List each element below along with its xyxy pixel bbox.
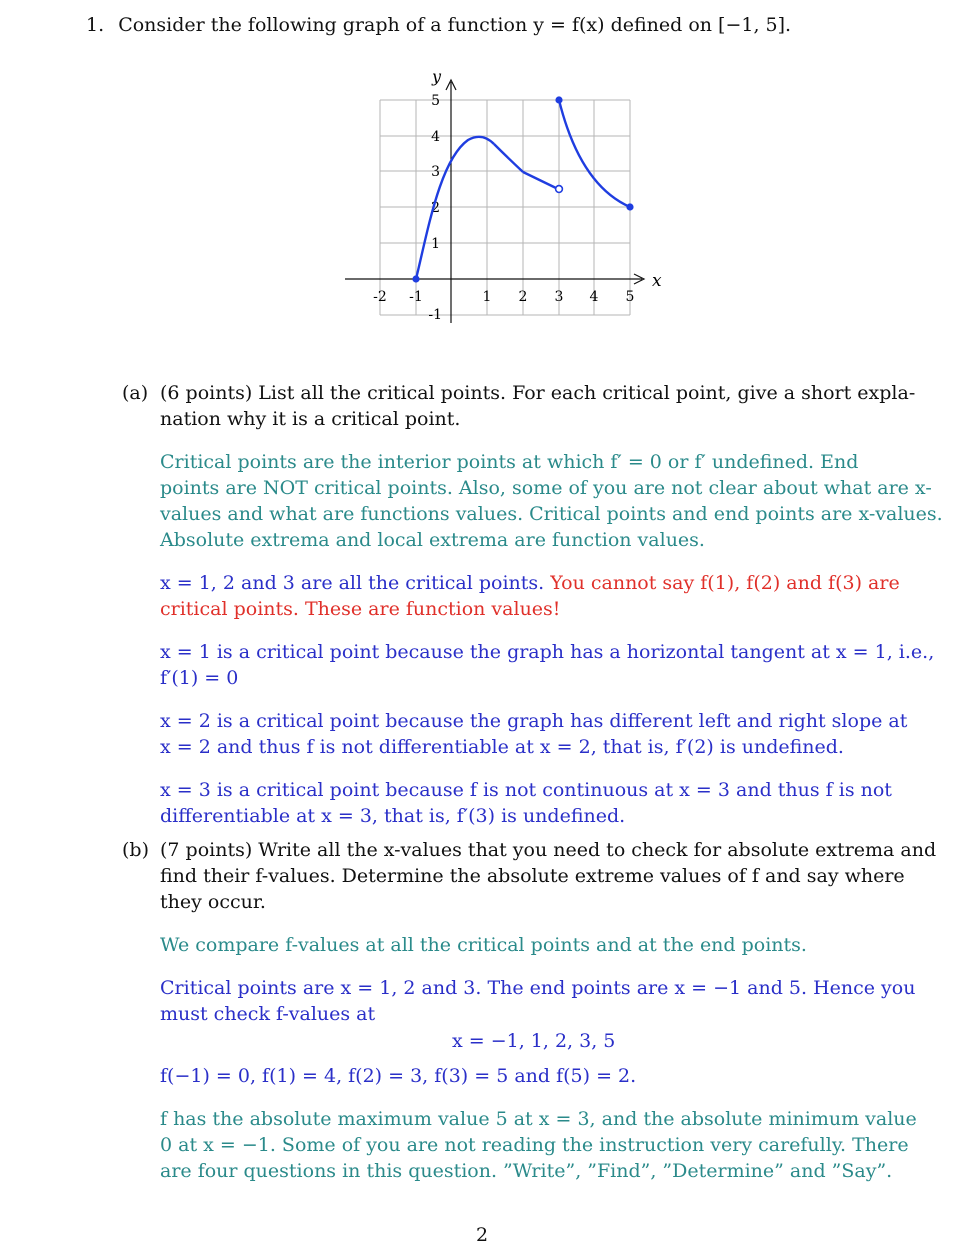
curve-piece-falling bbox=[494, 144, 523, 172]
part-b-points-line: must check f-values at bbox=[160, 1003, 376, 1025]
x-tick-label: -1 bbox=[409, 289, 423, 305]
x-tick-label: 4 bbox=[589, 289, 599, 305]
part-a-answer-definition-line: Absolute extrema and local extrema are function values. bbox=[160, 529, 705, 551]
warning-text-line: critical points. These are function values! bbox=[160, 598, 561, 620]
y-axis-label: y bbox=[432, 67, 442, 86]
part-a-label: (a) bbox=[122, 382, 149, 404]
part-a-prompt-line: (6 points) List all the critical points. For each critical point, give a short expla- bbox=[160, 382, 916, 404]
y-tick-label: -1 bbox=[428, 307, 442, 323]
x-axis-label: x bbox=[652, 271, 662, 291]
open-point-x3 bbox=[556, 186, 563, 193]
x-tick-label: 5 bbox=[625, 289, 635, 305]
part-b-prompt-line: they occur. bbox=[160, 891, 266, 913]
part-b-label: (b) bbox=[122, 839, 149, 861]
f-values-line: f(−1) = 0, f(1) = 4, f(2) = 3, f(3) = 5 and f(5) = 2. bbox=[160, 1065, 637, 1087]
conclusion-line: 0 at x = −1. Some of you are not reading the instruction very carefully. There bbox=[160, 1134, 909, 1156]
part-b-answer-intro: We compare f-values at all the critical points and at the end points. bbox=[160, 934, 807, 956]
x-tick-label: 1 bbox=[482, 289, 492, 305]
y-tick-label: 3 bbox=[431, 164, 440, 180]
closed-point-start bbox=[412, 275, 419, 282]
part-a-answer-definition-line: Critical points are the interior points at which f′ = 0 or f′ undefined. End bbox=[160, 451, 859, 473]
y-tick-label: 4 bbox=[431, 129, 440, 145]
question-number: 1. bbox=[86, 14, 105, 36]
function-graph bbox=[330, 60, 680, 345]
page-number: 2 bbox=[476, 1224, 489, 1246]
curve-piece-rising bbox=[416, 137, 494, 279]
y-tick-label: 2 bbox=[431, 200, 440, 216]
part-a-answer-definition-line: values and what are functions values. Critical points and end points are x-values. bbox=[160, 503, 943, 525]
part-b-points-line: Critical points are x = 1, 2 and 3. The end points are x = −1 and 5. Hence you bbox=[160, 977, 916, 999]
x-values-list: x = −1, 1, 2, 3, 5 bbox=[452, 1030, 616, 1052]
explanation-x3-line: x = 3 is a critical point because f is not continuous at x = 3 and thus f is not bbox=[160, 779, 892, 801]
warning-text: You cannot say f(1), f(2) and f(3) are bbox=[544, 572, 900, 594]
x-tick-labels bbox=[373, 289, 634, 305]
explanation-x2-line: x = 2 is a critical point because the graph has different left and right slope at bbox=[160, 710, 908, 732]
x-tick-label: 3 bbox=[554, 289, 564, 305]
part-a-prompt-line: nation why it is a critical point. bbox=[160, 408, 461, 430]
y-tick-labels bbox=[428, 93, 442, 323]
curve-piece-segment bbox=[523, 172, 556, 188]
explanation-x2-line: x = 2 and thus f is not differentiable at x = 2, that is, f′(2) is undefined. bbox=[160, 736, 844, 758]
conclusion-line: are four questions in this question. ”Write”, ”Find”, ”Determine” and ”Say”. bbox=[160, 1160, 893, 1182]
x-tick-label: -2 bbox=[373, 289, 387, 305]
explanation-x1-line: x = 1 is a critical point because the graph has a horizontal tangent at x = 1, i.e., bbox=[160, 641, 935, 663]
explanation-x3-line: differentiable at x = 3, that is, f′(3) is undefined. bbox=[160, 805, 626, 827]
part-b-prompt-line: find their f-values. Determine the absolute extreme values of f and say where bbox=[160, 865, 905, 887]
part-a-answer-definition-line: points are NOT critical points. Also, some of you are not clear about what are x- bbox=[160, 477, 932, 499]
explanation-x1-line: f′(1) = 0 bbox=[160, 667, 239, 689]
part-b-prompt-line: (7 points) Write all the x-values that you need to check for absolute extrema and bbox=[160, 839, 937, 861]
y-tick-label: 1 bbox=[431, 236, 440, 252]
closed-point-x3 bbox=[555, 96, 562, 103]
y-tick-label: 5 bbox=[431, 93, 440, 109]
x-tick-label: 2 bbox=[518, 289, 528, 305]
part-a-critical-points-line bbox=[160, 570, 900, 596]
question-text: Consider the following graph of a function y = f(x) defined on [−1, 5]. bbox=[118, 14, 792, 36]
conclusion-line: f has the absolute maximum value 5 at x = 3, and the absolute minimum value bbox=[160, 1108, 917, 1130]
graph-grid bbox=[380, 100, 630, 315]
critical-points-statement: x = 1, 2 and 3 are all the critical points. bbox=[160, 572, 545, 594]
question-header bbox=[86, 12, 791, 38]
closed-point-end bbox=[626, 203, 633, 210]
